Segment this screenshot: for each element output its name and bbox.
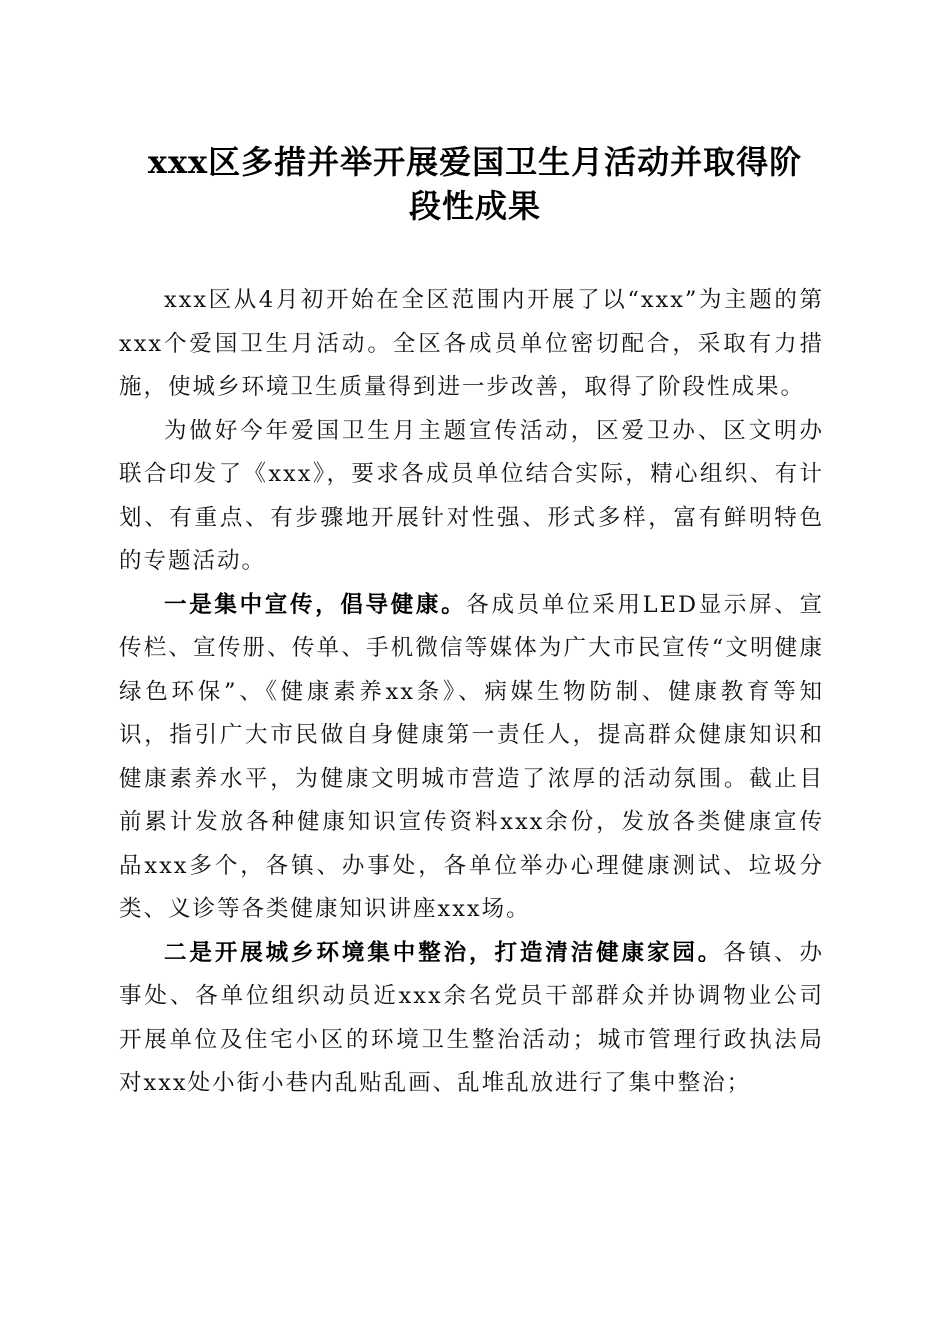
document-title — [110, 140, 840, 228]
paragraph-publicity — [119, 410, 824, 584]
paragraph-text: xxx区从4月初开始在全区范围内开展了以“xxx”为主题的第xxx个爱国卫生月活动。全区各成员单位密切配合，采取有力措施，使城乡环境卫生质量得到进一步改善，取得了阶段性成果。 — [119, 287, 824, 400]
paragraph-text: 为做好今年爱国卫生月主题宣传活动，区爱卫办、区文明办联合印发了《xxx》，要求各成员单位结合实际，精心组织、有计划、有重点、有步骤地开展针对性强、形式多样，富有鲜明特色的专题活动。 — [119, 417, 824, 574]
paragraph-lead-heading: 一是集中宣传，倡导健康。 — [164, 591, 467, 618]
title-line-1: xxx区多措并举开展爱国卫生月活动并取得阶 — [147, 143, 803, 181]
document-body — [119, 279, 824, 1106]
paragraph-lead-heading: 二是开展城乡环境集中整治，打造清洁健康家园。 — [164, 939, 724, 966]
paragraph-intro — [119, 279, 824, 410]
paragraph-text: 各成员单位采用LED显示屏、宣传栏、宣传册、传单、手机微信等媒体为广大市民宣传“文明健康绿色环保”、《健康素养xx条》、病媒生物防制、健康教育等知识，指引广大市民做自身健康第一责任人，提高群众健康知识和健康素养水平，为健康文明城市营造了浓厚的活动氛围。截止目前累计发放各种健康知识宣传资料xxx余份，发放各类健康宣传品xxx多个，各镇、办事处，各单位举办心理健康测试、垃圾分类、义诊等各类健康知识讲座xxx场。 — [119, 591, 824, 922]
paragraph-measure-one — [119, 584, 824, 932]
paragraph-measure-two — [119, 932, 824, 1106]
paragraph-text: 各镇、办事处、各单位组织动员近xxx余名党员干部群众并协调物业公司开展单位及住宅小区的环境卫生整治活动；城市管理行政执法局对xxx处小街小巷内乱贴乱画、乱堆乱放进行了集中整治； — [119, 939, 824, 1096]
title-line-2: 段性成果 — [408, 187, 541, 225]
